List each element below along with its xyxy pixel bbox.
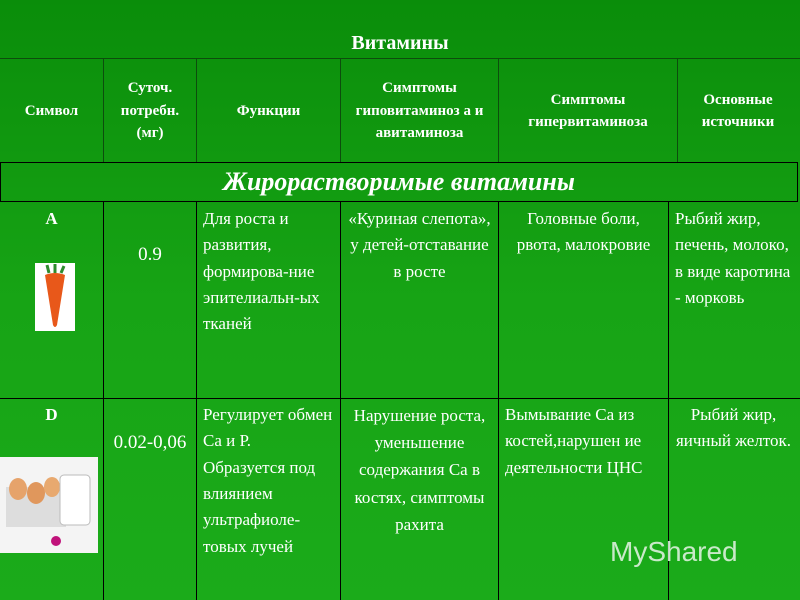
functions-cell: Регулирует обмен Са и Р. Образуется под влиянием ультрафиоле-товых лучей xyxy=(197,398,341,600)
watermark: MyShared xyxy=(610,536,738,567)
eggs-milk-image xyxy=(0,457,98,553)
carrot-image xyxy=(35,263,75,331)
vitamin-symbol: D xyxy=(0,398,104,600)
hypo-cell: Нарушение роста, уменьшение содержания Са в костях, симптомы рахита xyxy=(341,398,499,600)
hyper-cell: Головные боли, рвота, малокровие xyxy=(499,202,669,398)
header-functions: Функции xyxy=(197,59,341,163)
header-sources: Основные источники xyxy=(701,91,775,130)
hyper-cell: Вымывание Са из костей,нарушен ие деятельности ЦНС xyxy=(499,398,669,600)
vitamin-symbol: А xyxy=(0,202,104,398)
header-daily: Суточ. потребн. (мг) xyxy=(104,59,197,163)
header-hyper: Симптомы гипервитаминоза xyxy=(499,59,678,163)
daily-value: 0.9 xyxy=(104,202,197,398)
functions-cell: Для роста и развития, формирова-ние эпителиальн-ых тканей xyxy=(197,202,341,398)
section-title: Жирорастворимые витамины xyxy=(0,162,798,202)
daily-value: 0.02-0,06 xyxy=(104,398,197,600)
sources-cell: Рыбий жир, печень, молоко, в виде каротина - морковь xyxy=(675,209,791,308)
table-header xyxy=(0,58,800,163)
hypo-cell: «Куриная слепота», у детей-отставание в росте xyxy=(341,202,499,398)
header-symbol: Символ xyxy=(0,59,104,163)
header-hypo: Симптомы гиповитаминоз а и авитаминоза xyxy=(341,59,499,163)
table-row xyxy=(0,398,800,600)
table-row xyxy=(0,202,800,399)
sources-cell: Рыбий жир, яичный желток. xyxy=(675,405,792,451)
page-title: Витамины xyxy=(351,32,449,54)
